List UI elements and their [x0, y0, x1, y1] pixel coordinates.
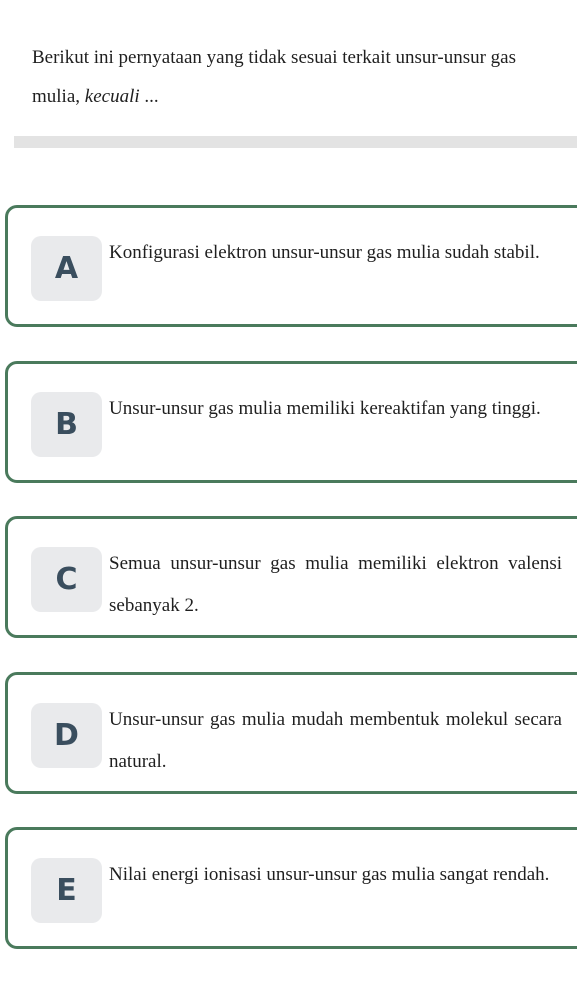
- option-text-b: Unsur-unsur gas mulia memiliki kereaktifan yang tinggi.: [109, 398, 541, 419]
- option-letter-b: B: [31, 392, 102, 457]
- option-letter-a: A: [31, 236, 102, 301]
- option-a[interactable]: [5, 205, 577, 327]
- divider: [14, 136, 577, 148]
- option-text-e: Nilai energi ionisasi unsur-unsur gas mulia sangat rendah.: [109, 864, 550, 885]
- option-letter-d: D: [31, 703, 102, 768]
- option-text-c: Semua unsur-unsur gas mulia memiliki elektron valensi sebanyak 2.: [109, 553, 562, 616]
- option-letter-c: C: [31, 547, 102, 612]
- option-text-d: Unsur-unsur gas mulia mudah membentuk molekul secara natural.: [109, 709, 562, 772]
- option-letter-e: E: [31, 858, 102, 923]
- option-e[interactable]: [5, 827, 577, 949]
- option-text-a: Konfigurasi elektron unsur-unsur gas mulia sudah stabil.: [109, 242, 540, 263]
- option-d[interactable]: [5, 672, 577, 794]
- question-text-end: ...: [139, 86, 159, 107]
- question-emphasis: kecuali: [84, 86, 140, 107]
- question-text: [32, 38, 552, 116]
- option-c[interactable]: [5, 516, 577, 638]
- question-text-main: Berikut ini pernyataan yang tidak sesuai terkait unsur-unsur gas mulia,: [32, 47, 516, 107]
- option-b[interactable]: [5, 361, 577, 483]
